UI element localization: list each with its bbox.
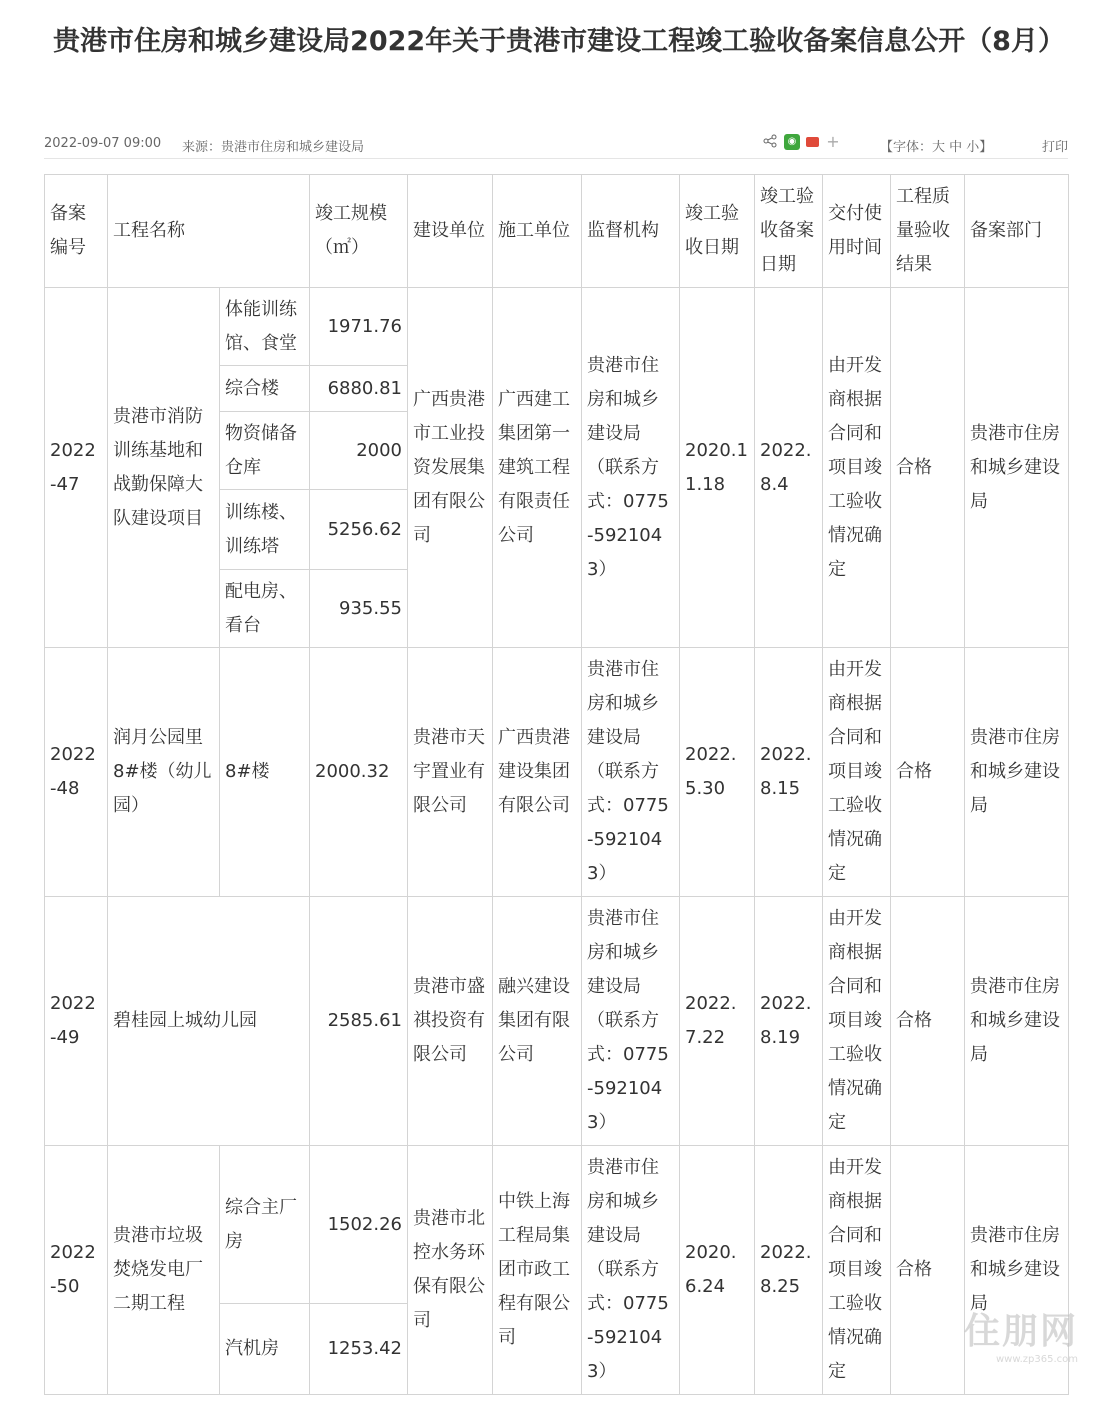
quality-result: 合格 bbox=[891, 648, 965, 897]
record-id: 2022-49 bbox=[45, 897, 108, 1146]
filing-table bbox=[44, 174, 1069, 1395]
area-value: 6880.81 bbox=[310, 366, 408, 412]
header-delivery: 交付使用时间 bbox=[823, 175, 891, 288]
wechat-icon[interactable]: ◉ bbox=[784, 134, 800, 150]
record-id: 2022-50 bbox=[45, 1146, 108, 1395]
contractor: 广西贵港建设集团有限公司 bbox=[493, 648, 582, 897]
sub-project-name: 综合主厂房 bbox=[220, 1146, 310, 1304]
header-scale: 竣工规模（㎡） bbox=[310, 175, 408, 288]
header-id: 备案编号 bbox=[45, 175, 108, 288]
project-name: 碧桂园上城幼儿园 bbox=[108, 897, 310, 1146]
filing-department: 贵港市住房和城乡建设局 bbox=[965, 897, 1069, 1146]
area-value: 2000 bbox=[310, 412, 408, 490]
supervisor: 贵港市住房和城乡建设局（联系方式：0775-5921043） bbox=[582, 897, 680, 1146]
filing-date: 2022.8.25 bbox=[755, 1146, 823, 1395]
area-value: 2585.61 bbox=[310, 897, 408, 1146]
acceptance-date: 2020.11.18 bbox=[680, 288, 755, 648]
header-dept: 备案部门 bbox=[965, 175, 1069, 288]
table-row bbox=[45, 288, 1069, 366]
page-title: 贵港市住房和城乡建设局2022年关于贵港市建设工程竣工验收备案信息公开（8月） bbox=[53, 26, 1065, 57]
builder: 广西贵港市工业投资发展集团有限公司 bbox=[408, 288, 493, 648]
print-link[interactable]: 打印 bbox=[1041, 140, 1068, 155]
weibo-icon[interactable] bbox=[806, 137, 819, 147]
project-name: 贵港市消防训练基地和战勤保障大队建设项目 bbox=[108, 288, 220, 648]
area-value: 5256.62 bbox=[310, 490, 408, 570]
site-watermark bbox=[964, 1303, 1078, 1365]
sub-project-name: 配电房、看台 bbox=[220, 570, 310, 648]
quality-result: 合格 bbox=[891, 897, 965, 1146]
area-value: 1253.42 bbox=[310, 1304, 408, 1395]
publish-date: 2022-09-07 09:00 bbox=[44, 136, 162, 151]
header-builder: 建设单位 bbox=[408, 175, 493, 288]
filing-department: 贵港市住房和城乡建设局 bbox=[965, 288, 1069, 648]
share-icon[interactable] bbox=[762, 134, 778, 150]
plus-icon[interactable]: + bbox=[826, 132, 840, 151]
area-value: 1502.26 bbox=[310, 1146, 408, 1304]
header-quality: 工程质量验收结果 bbox=[891, 175, 965, 288]
record-id: 2022-48 bbox=[45, 648, 108, 897]
header-contractor: 施工单位 bbox=[493, 175, 582, 288]
filing-department: 贵港市住房和城乡建设局 bbox=[965, 648, 1069, 897]
sub-project-name: 物资储备仓库 bbox=[220, 412, 310, 490]
record-id: 2022-47 bbox=[45, 288, 108, 648]
builder: 贵港市天宇置业有限公司 bbox=[408, 648, 493, 897]
table-row bbox=[45, 1146, 1069, 1304]
supervisor: 贵港市住房和城乡建设局（联系方式：0775-5921043） bbox=[582, 288, 680, 648]
delivery-time: 由开发商根据合同和项目竣工验收情况确定 bbox=[823, 897, 891, 1146]
supervisor: 贵港市住房和城乡建设局（联系方式：0775-5921043） bbox=[582, 1146, 680, 1395]
acceptance-date: 2020.6.24 bbox=[680, 1146, 755, 1395]
builder: 贵港市盛祺投资有限公司 bbox=[408, 897, 493, 1146]
quality-result: 合格 bbox=[891, 1146, 965, 1395]
filing-date: 2022.8.19 bbox=[755, 897, 823, 1146]
area-value: 1971.76 bbox=[310, 288, 408, 366]
sub-project-name: 汽机房 bbox=[220, 1304, 310, 1395]
article-meta bbox=[44, 132, 1068, 159]
contractor: 融兴建设集团有限公司 bbox=[493, 897, 582, 1146]
share-bar bbox=[762, 134, 841, 150]
contractor: 中铁上海工程局集团市政工程有限公司 bbox=[493, 1146, 582, 1395]
source-label: 来源：贵港市住房和城乡建设局 bbox=[182, 140, 365, 155]
builder: 贵港市北控水务环保有限公司 bbox=[408, 1146, 493, 1395]
font-size-control[interactable]: 【字体：大 中 小】 bbox=[880, 140, 993, 155]
header-supervisor: 监督机构 bbox=[582, 175, 680, 288]
table-row bbox=[45, 648, 1069, 897]
watermark-text: 住朋网 bbox=[963, 1311, 1078, 1352]
filing-department: 贵港市住房和城乡建设局 bbox=[965, 1146, 1069, 1395]
header-acceptance-date: 竣工验收日期 bbox=[680, 175, 755, 288]
sub-project-name: 8#楼 bbox=[220, 648, 310, 897]
delivery-time: 由开发商根据合同和项目竣工验收情况确定 bbox=[823, 648, 891, 897]
header-filing-date: 竣工验收备案日期 bbox=[755, 175, 823, 288]
sub-project-name: 综合楼 bbox=[220, 366, 310, 412]
sub-project-name: 训练楼、训练塔 bbox=[220, 490, 310, 570]
contractor: 广西建工集团第一建筑工程有限责任公司 bbox=[493, 288, 582, 648]
delivery-time: 由开发商根据合同和项目竣工验收情况确定 bbox=[823, 288, 891, 648]
table-row bbox=[45, 897, 1069, 1146]
project-name: 润月公园里8#楼（幼儿园） bbox=[108, 648, 220, 897]
delivery-time: 由开发商根据合同和项目竣工验收情况确定 bbox=[823, 1146, 891, 1395]
filing-date: 2022.8.4 bbox=[755, 288, 823, 648]
project-name: 贵港市垃圾焚烧发电厂二期工程 bbox=[108, 1146, 220, 1395]
watermark-url: www.zp365.com bbox=[995, 1354, 1078, 1365]
table-header-row bbox=[45, 175, 1069, 288]
filing-date: 2022.8.15 bbox=[755, 648, 823, 897]
area-value: 935.55 bbox=[310, 570, 408, 648]
quality-result: 合格 bbox=[891, 288, 965, 648]
header-name: 工程名称 bbox=[108, 175, 310, 288]
supervisor: 贵港市住房和城乡建设局（联系方式：0775-5921043） bbox=[582, 648, 680, 897]
acceptance-date: 2022.7.22 bbox=[680, 897, 755, 1146]
acceptance-date: 2022.5.30 bbox=[680, 648, 755, 897]
sub-project-name: 体能训练馆、食堂 bbox=[220, 288, 310, 366]
area-value: 2000.32 bbox=[310, 648, 408, 897]
